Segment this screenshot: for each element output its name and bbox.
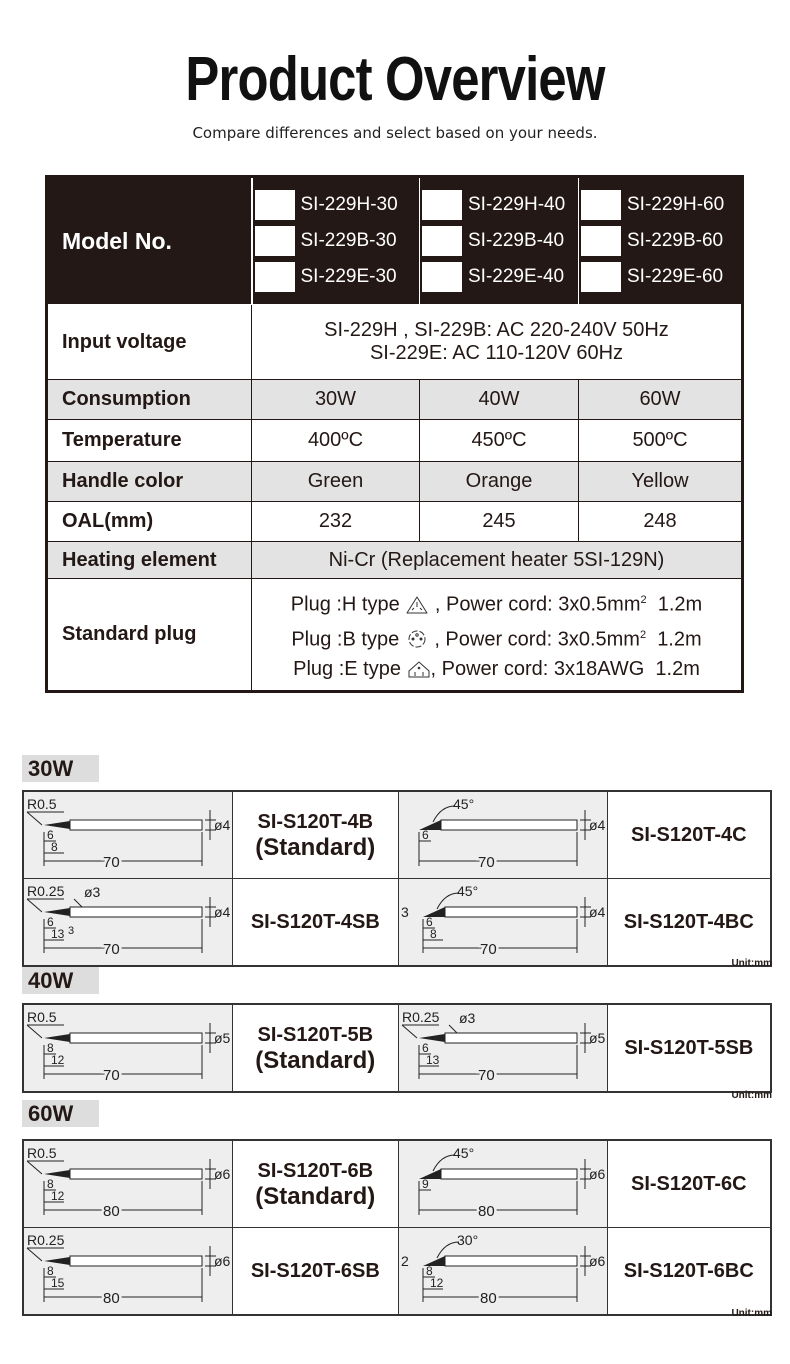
dimension-label: 70 xyxy=(477,1067,495,1084)
plug-length: 1.2m xyxy=(655,658,700,681)
tip-model: SI-S120T-6B xyxy=(257,1160,374,1182)
superscript: 2 xyxy=(640,593,647,606)
tip-standard-note: (Standard) xyxy=(255,1183,376,1210)
oal-value: 248 xyxy=(579,502,743,542)
conical-tip-drawing xyxy=(24,1228,232,1309)
dimension-label: 80 xyxy=(479,1290,497,1307)
tip-model: SI-S120T-6SB xyxy=(250,1260,380,1282)
dimension-label: ø4 xyxy=(588,904,605,920)
temperature-value: 400ºC xyxy=(252,420,420,462)
bevel-tip-drawing xyxy=(399,1141,607,1222)
checkbox[interactable] xyxy=(581,226,621,256)
handle-color-value: Green xyxy=(252,462,420,502)
tip-drawing-cell xyxy=(398,1140,607,1228)
checkbox[interactable] xyxy=(422,262,462,292)
input-voltage-label: Input voltage xyxy=(47,305,252,380)
consumption-value: 40W xyxy=(420,380,579,420)
conical-tip-drawing xyxy=(24,1005,232,1086)
tip-drawing-cell xyxy=(23,791,233,879)
dimension-label: ø5 xyxy=(588,1030,605,1046)
tip-model-cell xyxy=(607,879,771,967)
tip-model-cell xyxy=(607,1004,771,1092)
dimension-label: ø3 xyxy=(458,1010,475,1026)
tip-model: SI-S120T-5SB xyxy=(624,1037,754,1059)
dimension-label: 80 xyxy=(103,1290,120,1307)
dimension-label: 2 xyxy=(400,1253,409,1269)
tip-model: SI-S120T-4B xyxy=(257,811,374,833)
model-col-30 xyxy=(252,177,420,305)
dimension-label: 6 xyxy=(47,915,54,929)
model-label: Model No. xyxy=(47,177,252,305)
dimension-label: 45° xyxy=(452,1145,474,1161)
bevel-tip-drawing xyxy=(399,879,607,960)
dimension-label: R0.25 xyxy=(27,1232,65,1248)
model-name: SI-229B-30 xyxy=(300,230,397,251)
wattage-label: 60W xyxy=(22,1100,99,1127)
dimension-label: 6 xyxy=(425,915,433,929)
page-title: Product Overview xyxy=(185,45,605,114)
dimension-label: R0.25 xyxy=(401,1009,439,1025)
model-name: SI-229E-60 xyxy=(627,266,724,287)
dimension-label: 12 xyxy=(51,1189,65,1203)
dimension-label: 6 xyxy=(47,828,54,842)
dimension-label: 13 xyxy=(425,1053,439,1067)
tip-model-cell xyxy=(607,1140,771,1228)
dimension-label: 9 xyxy=(421,1177,429,1191)
tip-model: SI-S120T-4SB xyxy=(250,911,380,933)
tip-model-cell xyxy=(607,1228,771,1316)
tip-row xyxy=(23,879,771,967)
plug-type: Plug :B type xyxy=(291,628,400,651)
dimension-label: 8 xyxy=(47,1041,54,1055)
tip-row xyxy=(23,791,771,879)
tip-model: SI-S120T-5B xyxy=(257,1024,374,1046)
bevel-tip-drawing xyxy=(399,1228,607,1309)
tip-drawing-cell xyxy=(23,1140,233,1228)
tip-row xyxy=(23,1004,771,1092)
dimension-label: R0.25 xyxy=(27,883,65,899)
plug-line xyxy=(252,620,741,655)
dimension-label: 13 xyxy=(51,927,65,941)
checkbox[interactable] xyxy=(581,190,621,220)
model-name: SI-229E-40 xyxy=(468,266,565,287)
voltage-line: SI-229E: AC 110-120V 60Hz xyxy=(369,342,624,364)
dimension-label: 70 xyxy=(479,941,497,958)
input-voltage-value xyxy=(252,305,743,380)
tip-drawing-cell xyxy=(398,1228,607,1316)
model-col-60 xyxy=(579,177,743,305)
plug-type: Plug :E type xyxy=(293,658,401,681)
tip-row xyxy=(23,1228,771,1316)
tip-model-cell xyxy=(607,791,771,879)
dimension-label: 12 xyxy=(51,1053,65,1067)
heating-element-label: Heating element xyxy=(47,542,252,579)
tip-drawing-cell xyxy=(23,1004,233,1092)
unit-note: Unit:mm xyxy=(731,1090,772,1101)
consumption-value: 30W xyxy=(252,380,420,420)
model-col-40 xyxy=(420,177,579,305)
conical-tip-drawing xyxy=(24,792,232,873)
dimension-label: R0.5 xyxy=(27,1145,57,1161)
model-name: SI-229B-40 xyxy=(468,230,565,251)
consumption-label: Consumption xyxy=(47,380,252,420)
dimension-label: 70 xyxy=(103,941,120,958)
conical-tip-drawing xyxy=(24,879,232,960)
handle-color-value: Yellow xyxy=(579,462,743,502)
oal-label: OAL(mm) xyxy=(47,502,252,542)
plug-type: Plug :H type xyxy=(290,593,400,616)
model-name: SI-229E-30 xyxy=(300,266,397,287)
bevel-tip-drawing xyxy=(399,792,607,873)
dimension-label: 3 xyxy=(68,925,75,937)
dimension-label: 45° xyxy=(452,796,474,812)
temperature-value: 450ºC xyxy=(420,420,579,462)
plug-cord: , Power cord: 3x0.5mm xyxy=(434,628,640,651)
tip-model: SI-S120T-4C xyxy=(630,824,747,846)
dimension-label: ø4 xyxy=(214,904,231,920)
model-name: SI-229B-60 xyxy=(627,230,724,251)
conical-tip-drawing xyxy=(24,1141,232,1222)
tip-model: SI-S120T-6BC xyxy=(623,1260,754,1282)
dimension-label: 80 xyxy=(477,1203,495,1220)
dimension-label: 30° xyxy=(456,1232,478,1248)
dimension-label: ø5 xyxy=(214,1030,231,1046)
voltage-line: SI-229H , SI-229B: AC 220-240V 50Hz xyxy=(324,319,669,341)
tip-model-cell xyxy=(233,1140,399,1228)
dimension-label: 8 xyxy=(47,1177,54,1191)
dimension-label: ø4 xyxy=(588,817,605,833)
dimension-label: 15 xyxy=(51,1276,65,1290)
plug-length: 1.2m xyxy=(657,593,703,616)
dimension-label: ø6 xyxy=(214,1166,231,1182)
temperature-label: Temperature xyxy=(47,420,252,462)
unit-note: Unit:mm xyxy=(731,958,772,969)
checkbox[interactable] xyxy=(255,262,295,292)
tip-row xyxy=(23,1140,771,1228)
oal-value: 232 xyxy=(252,502,420,542)
superscript: 2 xyxy=(639,628,647,641)
tip-standard-note: (Standard) xyxy=(255,1047,376,1074)
standard-plug-value xyxy=(252,579,743,692)
tip-table xyxy=(22,790,772,967)
dimension-label: 45° xyxy=(456,883,478,899)
dimension-label: 12 xyxy=(429,1276,443,1290)
dimension-label: ø6 xyxy=(588,1253,605,1269)
spec-table xyxy=(45,175,744,693)
dimension-label: ø3 xyxy=(84,884,101,900)
checkbox[interactable] xyxy=(581,262,621,292)
plug-b-icon xyxy=(405,629,429,649)
tip-model-cell xyxy=(233,879,399,967)
tip-table xyxy=(22,1139,772,1316)
dimension-label: 70 xyxy=(477,854,495,871)
dimension-label: ø6 xyxy=(588,1166,605,1182)
checkbox[interactable] xyxy=(422,226,462,256)
page-subtitle: Compare differences and select based on your needs. xyxy=(192,124,598,142)
tip-drawing-cell xyxy=(398,1004,607,1092)
dimension-label: 6 xyxy=(421,1041,429,1055)
plug-cord: , Power cord: 3x0.5mm xyxy=(434,593,641,616)
tip-model-cell xyxy=(233,791,399,879)
dimension-label: 8 xyxy=(51,840,58,854)
tip-drawing-cell xyxy=(23,879,233,967)
temperature-value: 500ºC xyxy=(579,420,743,462)
dimension-label: ø6 xyxy=(214,1253,231,1269)
plug-length: 1.2m xyxy=(657,628,702,651)
dimension-label: ø4 xyxy=(214,817,231,833)
dimension-label: 70 xyxy=(103,854,120,871)
consumption-value: 60W xyxy=(579,380,743,420)
dimension-label: R0.5 xyxy=(27,796,57,812)
model-name: SI-229H-60 xyxy=(627,194,725,215)
handle-color-label: Handle color xyxy=(47,462,252,502)
model-name: SI-229H-30 xyxy=(300,194,398,215)
dimension-label: 8 xyxy=(47,1264,54,1278)
tip-drawing-cell xyxy=(398,879,607,967)
wattage-label: 40W xyxy=(22,967,99,994)
dimension-label: 8 xyxy=(425,1264,433,1278)
dimension-label: 80 xyxy=(103,1203,120,1220)
tip-drawing-cell xyxy=(398,791,607,879)
tip-standard-note: (Standard) xyxy=(255,834,376,861)
oal-value: 245 xyxy=(420,502,579,542)
dimension-label: 6 xyxy=(421,828,429,842)
plug-line xyxy=(252,585,741,620)
heating-element-value: Ni-Cr (Replacement heater 5SI-129N) xyxy=(252,542,743,579)
dimension-label: 3 xyxy=(400,904,409,920)
tip-model: SI-S120T-4BC xyxy=(623,911,754,933)
plug-cord: , Power cord: 3x18AWG xyxy=(430,658,645,681)
dimension-label: R0.5 xyxy=(27,1009,57,1025)
standard-plug-label: Standard plug xyxy=(47,579,252,692)
dimension-label: 8 xyxy=(429,927,437,941)
model-name: SI-229H-40 xyxy=(468,194,566,215)
tip-drawing-cell xyxy=(23,1228,233,1316)
checkbox[interactable] xyxy=(255,190,295,220)
unit-note: Unit:mm xyxy=(731,1308,772,1319)
tip-model-cell xyxy=(233,1228,399,1316)
tip-table xyxy=(22,1003,772,1093)
plug-h-icon xyxy=(405,595,429,615)
plug-line xyxy=(252,654,741,684)
tip-model: SI-S120T-6C xyxy=(630,1173,747,1195)
checkbox[interactable] xyxy=(255,226,295,256)
checkbox[interactable] xyxy=(422,190,462,220)
plug-e-icon xyxy=(407,659,431,679)
dimension-label: 70 xyxy=(103,1067,120,1084)
conical-tip-drawing xyxy=(399,1005,607,1086)
tip-model-cell xyxy=(233,1004,399,1092)
handle-color-value: Orange xyxy=(420,462,579,502)
wattage-label: 30W xyxy=(22,755,99,782)
